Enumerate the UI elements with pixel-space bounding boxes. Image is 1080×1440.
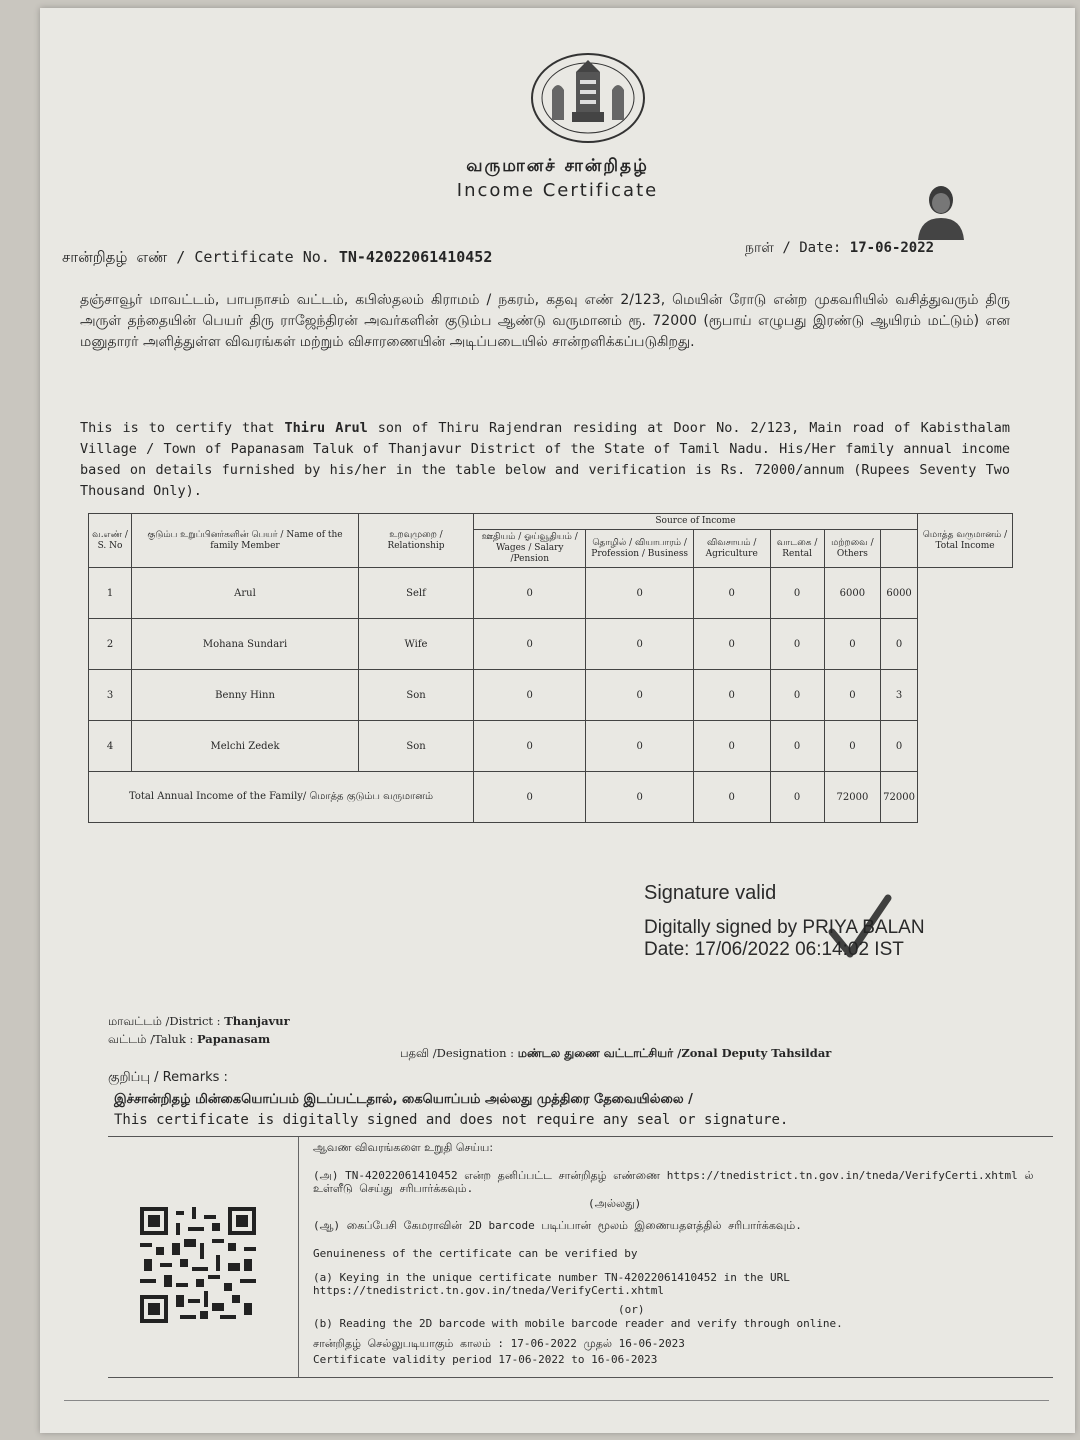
col-wages: ஊதியம் / ஓய்வூதியம் / Wages / Salary /Pension (474, 530, 586, 568)
taluk-label: வட்டம் /Taluk : (108, 1032, 194, 1046)
cell-business: 0 (586, 721, 693, 772)
cell-rental: 0 (770, 619, 824, 670)
cell-wages: 0 (474, 670, 586, 721)
footer-rule (64, 1400, 1049, 1401)
total-agriculture: 0 (693, 772, 770, 823)
cell-name: Mohana Sundari (132, 619, 359, 670)
total-rental: 0 (770, 772, 824, 823)
total-row-label: Total Annual Income of the Family/ மொத்த குடும்ப வருமானம் (89, 772, 474, 823)
cell-sno: 4 (89, 721, 132, 772)
tamil-nadu-emblem-icon (528, 50, 648, 146)
verification-tamil-or: (அல்லது) (588, 1197, 642, 1210)
total-others: 72000 (824, 772, 880, 823)
certificate-number-label: சான்றிதழ் எண் / Certificate No. (62, 248, 330, 266)
verification-heading-tamil: ஆவண விவரங்களை உறுதி செய்ய: (313, 1141, 494, 1154)
english-paragraph-rest: son of Thiru Rajendran residing at Door No. 2/123, Main road of Kabisthalam Village / Town of Papanasam Taluk of Thanjavur District of the State of Tamil Nadu. His/Her family annual income based on details furnished by his/her in the table below and verification is Rs. 72000/annum (Rupees Seventy Two Thousand Only). (80, 420, 1010, 499)
col-name: குடும்ப உறுப்பினர்களின் பெயர் / Name of the family Member (132, 514, 359, 568)
cell-business: 0 (586, 670, 693, 721)
tamil-paragraph: தஞ்சாவூர் மாவட்டம், பாபநாசம் வட்டம், கபிஸ்தலம் கிராமம் / நகரம், கதவு எண் 2/123, மெயின் ரோடு என்ற முகவரியில் வசித்துவரும் திரு அருள் தந்தையின் பெயர் திரு ராஜேந்திரன் அவர்களின் குடும்ப ஆண்டு வருமானம் ரூ. 72000 (ரூபாய் எழுபது இரண்டு ஆயிரம் மட்டும்) என மனுதாரர் அளித்துள்ள விவரங்கள் மற்றும் விசாரணையின் அடிப்படையில் சான்றளிக்கப்படுகிறது. (80, 292, 1010, 350)
cell-sno: 1 (89, 568, 132, 619)
verification-box (108, 1136, 1053, 1378)
remarks-label: குறிப்பு / Remarks : (108, 1070, 228, 1085)
verification-english-heading: Genuineness of the certificate can be verified by (313, 1247, 638, 1260)
cell-name: Arul (132, 568, 359, 619)
cell-wages: 0 (474, 568, 586, 619)
certificate-date (745, 240, 934, 258)
taluk-field (108, 1032, 270, 1048)
cell-total: 0 (881, 619, 918, 670)
divider (298, 1137, 299, 1377)
cell-relationship: Wife (359, 619, 474, 670)
english-paragraph (80, 418, 1010, 502)
cell-name: Melchi Zedek (132, 721, 359, 772)
signature-date-text: Date: 17/06/2022 06:14:02 IST (644, 939, 904, 960)
certificate-number (62, 248, 492, 268)
cell-wages: 0 (474, 721, 586, 772)
table-row (89, 721, 1013, 772)
cell-others: 0 (824, 721, 880, 772)
total-row (89, 772, 1013, 823)
total-income: 72000 (881, 772, 918, 823)
signed-by-text: Digitally signed by PRIYA BALAN (644, 917, 925, 938)
cell-agriculture: 0 (693, 721, 770, 772)
validity-tamil: சான்றிதழ் செல்லுபடியாகும் காலம் : 17-06-2022 முதல் 16-06-2023 (313, 1337, 685, 1350)
cell-name: Benny Hinn (132, 670, 359, 721)
validity-english: Certificate validity period 17-06-2022 to 16-06-2023 (313, 1353, 658, 1366)
date-label: நாள் / Date: (745, 240, 842, 256)
title-tamil: வருமானச் சான்றிதழ் (466, 156, 649, 176)
col-business: தொழில் / வியாபாரம் / Profession / Business (586, 530, 693, 568)
cell-wages: 0 (474, 619, 586, 670)
date-value: 17-06-2022 (849, 240, 935, 256)
cell-business: 0 (586, 619, 693, 670)
remarks-tamil: இச்சான்றிதழ் மின்கையொப்பம் இடப்பட்டதால், கையொப்பம் அல்லது முத்திரை தேவையில்லை / (114, 1092, 693, 1107)
qr-code-icon (140, 1207, 256, 1323)
cell-others: 6000 (824, 568, 880, 619)
applicant-name: Thiru Arul (284, 420, 368, 436)
cell-rental: 0 (770, 568, 824, 619)
cell-total: 6000 (881, 568, 918, 619)
cell-relationship: Son (359, 721, 474, 772)
cell-rental: 0 (770, 670, 824, 721)
verification-english-a: (a) Keying in the unique certificate number TN-42022061410452 in the URL https://tnedistrict.tn.gov.in/tneda/VerifyCerti.xhtml (313, 1271, 790, 1297)
table-row (89, 568, 1013, 619)
total-business: 0 (586, 772, 693, 823)
col-rental: வாடகை / Rental (770, 530, 824, 568)
district-field (108, 1014, 290, 1030)
verification-english-or: (or) (618, 1303, 645, 1316)
col-agriculture: விவசாயம் / Agriculture (693, 530, 770, 568)
cell-total: 3 (881, 670, 918, 721)
checkmark-icon (824, 890, 894, 962)
cell-business: 0 (586, 568, 693, 619)
district-value: Thanjavur (224, 1014, 290, 1028)
col-others: மற்றவை / Others (824, 530, 880, 568)
cell-sno: 3 (89, 670, 132, 721)
designation-value: மண்டல துணை வட்டாட்சியர் /Zonal Deputy Tahsildar (517, 1046, 832, 1060)
title-english: Income Certificate (456, 180, 659, 201)
cell-total: 0 (881, 721, 918, 772)
col-total: மொத்த வருமானம் / Total Income (918, 514, 1013, 568)
verification-tamil-b: (ஆ) கைப்பேசி கேமராவின் 2D barcode படிப்பான் மூலம் இணையதளத்தில் சரிபார்க்கவும். (313, 1219, 802, 1232)
cell-others: 0 (824, 670, 880, 721)
cell-agriculture: 0 (693, 619, 770, 670)
source-of-income-header: Source of Income (474, 514, 918, 530)
cell-agriculture: 0 (693, 568, 770, 619)
taluk-value: Papanasam (196, 1032, 271, 1046)
applicant-photo (912, 178, 970, 240)
col-sno: வ.எண் / S. No (89, 514, 132, 568)
table-row (89, 670, 1013, 721)
cell-rental: 0 (770, 721, 824, 772)
district-label: மாவட்டம் /District : (108, 1014, 221, 1028)
cell-relationship: Son (359, 670, 474, 721)
designation-field (400, 1046, 831, 1062)
income-table (88, 513, 1013, 823)
cell-relationship: Self (359, 568, 474, 619)
signature-valid-text: Signature valid (644, 882, 777, 904)
cell-agriculture: 0 (693, 670, 770, 721)
remarks-english: This certificate is digitally signed and does not require any seal or signature. (114, 1112, 789, 1128)
cell-others: 0 (824, 619, 880, 670)
designation-label: பதவி /Designation : (400, 1046, 515, 1060)
total-wages: 0 (474, 772, 586, 823)
col-relationship: உறவுமுறை / Relationship (359, 514, 474, 568)
verification-english-b: (b) Reading the 2D barcode with mobile barcode reader and verify through online. (313, 1317, 843, 1330)
table-row (89, 619, 1013, 670)
verification-tamil-a: (அ) TN-42022061410452 என்ற தனிப்பட்ட சான்றிதழ் எண்ணை https://tnedistrict.tn.gov.in/tneda/VerifyCerti.xhtml ல் உள்ளீடு செய்து சரிபார்க்கவும். (313, 1169, 1034, 1195)
cell-sno: 2 (89, 619, 132, 670)
certificate-sheet (40, 8, 1075, 1433)
english-paragraph-start: This is to certify that (80, 420, 285, 436)
certificate-number-value: TN-42022061410452 (338, 248, 493, 266)
